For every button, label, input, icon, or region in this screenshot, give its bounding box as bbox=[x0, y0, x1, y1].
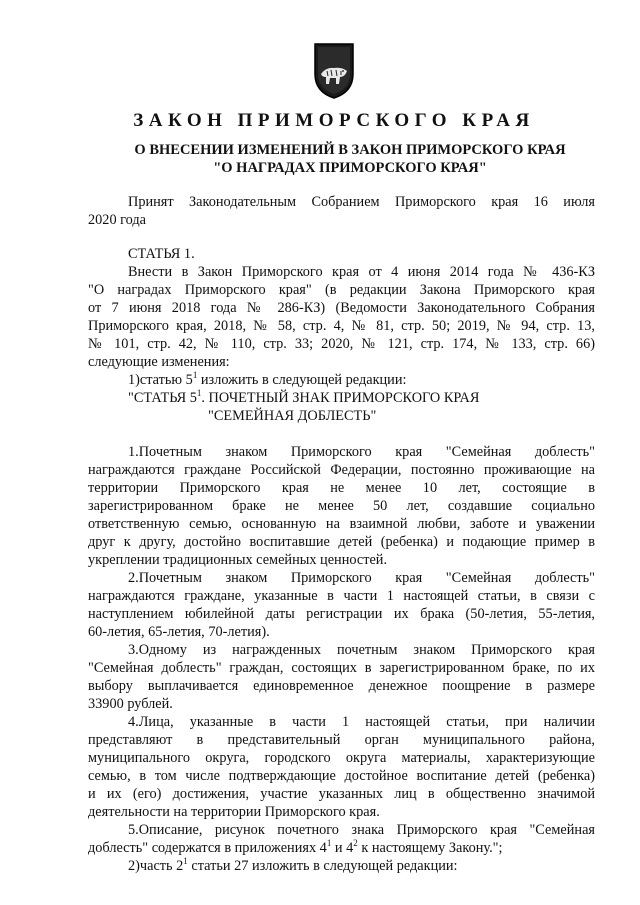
article-heading: СТАТЬЯ 1. bbox=[128, 246, 195, 262]
article-1 bbox=[88, 245, 595, 875]
para-4-line: семью, в том числе подтверждающие достойное воспитание детей (ребенка) bbox=[88, 768, 595, 784]
para-2-line: наступлением юбилейной даты регистрации их брака (50-летия, 55-летия, bbox=[88, 606, 595, 622]
adoption-note bbox=[88, 193, 595, 229]
amendment-item-1: 1)статью $5^1$ изложить в следующей редакции: bbox=[128, 370, 407, 388]
intro-line: "О наградах Приморского края" (в редакции Закона Приморского края bbox=[88, 282, 595, 298]
para-1-line: укреплении традиционных семейных ценностей. bbox=[88, 552, 388, 568]
para-4-line: представляют в представительный орган муниципального района, bbox=[88, 732, 595, 748]
para-2-line: награждаются граждане, указанные в части 1 настоящей статьи, в связи с bbox=[88, 588, 595, 604]
para-4-line: 4.Лица, указанные в части 1 настоящей статьи, при наличии bbox=[128, 714, 595, 730]
intro-line: следующие изменения: bbox=[88, 354, 230, 370]
amendment-item-2: 2)часть $2^1$ статьи 27 изложить в следующей редакции: bbox=[128, 856, 458, 874]
adoption-line: 2020 года bbox=[88, 212, 147, 228]
intro-line: от 7 июня 2018 года № 286-КЗ) (Ведомости Законодательного Собрания bbox=[88, 300, 595, 316]
new-article-heading: "СТАТЬЯ $5^1$. ПОЧЕТНЫЙ ЗНАК ПРИМОРСКОГО КРАЯ bbox=[128, 388, 480, 406]
para-1-line: территории Приморского края не менее 10 лет, состоящие в bbox=[88, 480, 595, 496]
para-1-line: зарегистрированном браке не менее 50 лет, создавшие социально bbox=[88, 498, 595, 514]
para-3-line: 33900 рублей. bbox=[88, 696, 173, 712]
para-3-line: "Семейная доблесть" граждан, состоящих в зарегистрированном браке, по их bbox=[88, 660, 595, 676]
para-1-line: ответственную семью, основанную на взаимной любви, заботе и уважении bbox=[88, 516, 595, 532]
subtitle-line: "О НАГРАДАХ ПРИМОРСКОГО КРАЯ" bbox=[213, 160, 487, 176]
intro-line: № 101, стр. 42, № 110, стр. 33; 2020, № 121, стр. 174, № 133, стр. 66) bbox=[88, 336, 595, 352]
intro-line: Приморского края, 2018, № 58, стр. 4, № 81, стр. 50; 2019, № 94, стр. 13, bbox=[88, 318, 595, 334]
para-5-line: доблесть" содержатся в приложениях $4^1$ и $4^2$ к настоящему Закону."; bbox=[88, 838, 503, 856]
subtitle-line: О ВНЕСЕНИИ ИЗМЕНЕНИЙ В ЗАКОН ПРИМОРСКОГО КРАЯ bbox=[134, 142, 566, 158]
para-3-line: выбору выплачивается единовременное денежное поощрение в размере bbox=[88, 678, 595, 694]
para-4-line: деятельности на территории Приморского края. bbox=[88, 804, 380, 820]
para-2-line: 2.Почетным знаком Приморского края "Семейная доблесть" bbox=[128, 570, 595, 586]
para-4-line: и их (его) достижения, участие указанных лиц в общественно значимой bbox=[88, 786, 595, 802]
para-3-line: 3.Одному из награжденных почетным знаком Приморского края bbox=[128, 642, 595, 658]
new-article-heading-line2: "СЕМЕЙНАЯ ДОБЛЕСТЬ" bbox=[208, 408, 377, 424]
para-1-line: 1.Почетным знаком Приморского края "Семейная доблесть" bbox=[128, 444, 595, 460]
law-title: ЗАКОН ПРИМОРСКОГО КРАЯ bbox=[133, 110, 535, 131]
adoption-line: Принят Законодательным Собранием Приморского края 16 июля bbox=[128, 194, 595, 210]
para-4-line: муниципального округа, городского округа материалы, характеризующие bbox=[88, 750, 595, 766]
coat-of-arms-icon bbox=[312, 40, 356, 100]
para-5-line: 5.Описание, рисунок почетного знака Приморского края "Семейная bbox=[128, 822, 595, 838]
law-subtitle bbox=[90, 141, 610, 177]
para-2-line: 60-летия, 65-летия, 70-летия). bbox=[88, 624, 270, 640]
intro-line: Внести в Закон Приморского края от 4 июня 2014 года № 436-КЗ bbox=[128, 264, 595, 280]
para-1-line: друг к другу, достойно воспитавшие детей (ребенка) и подающие пример в bbox=[88, 534, 595, 550]
para-1-line: награждаются граждане Российской Федерации, постоянно проживающие на bbox=[88, 462, 595, 478]
